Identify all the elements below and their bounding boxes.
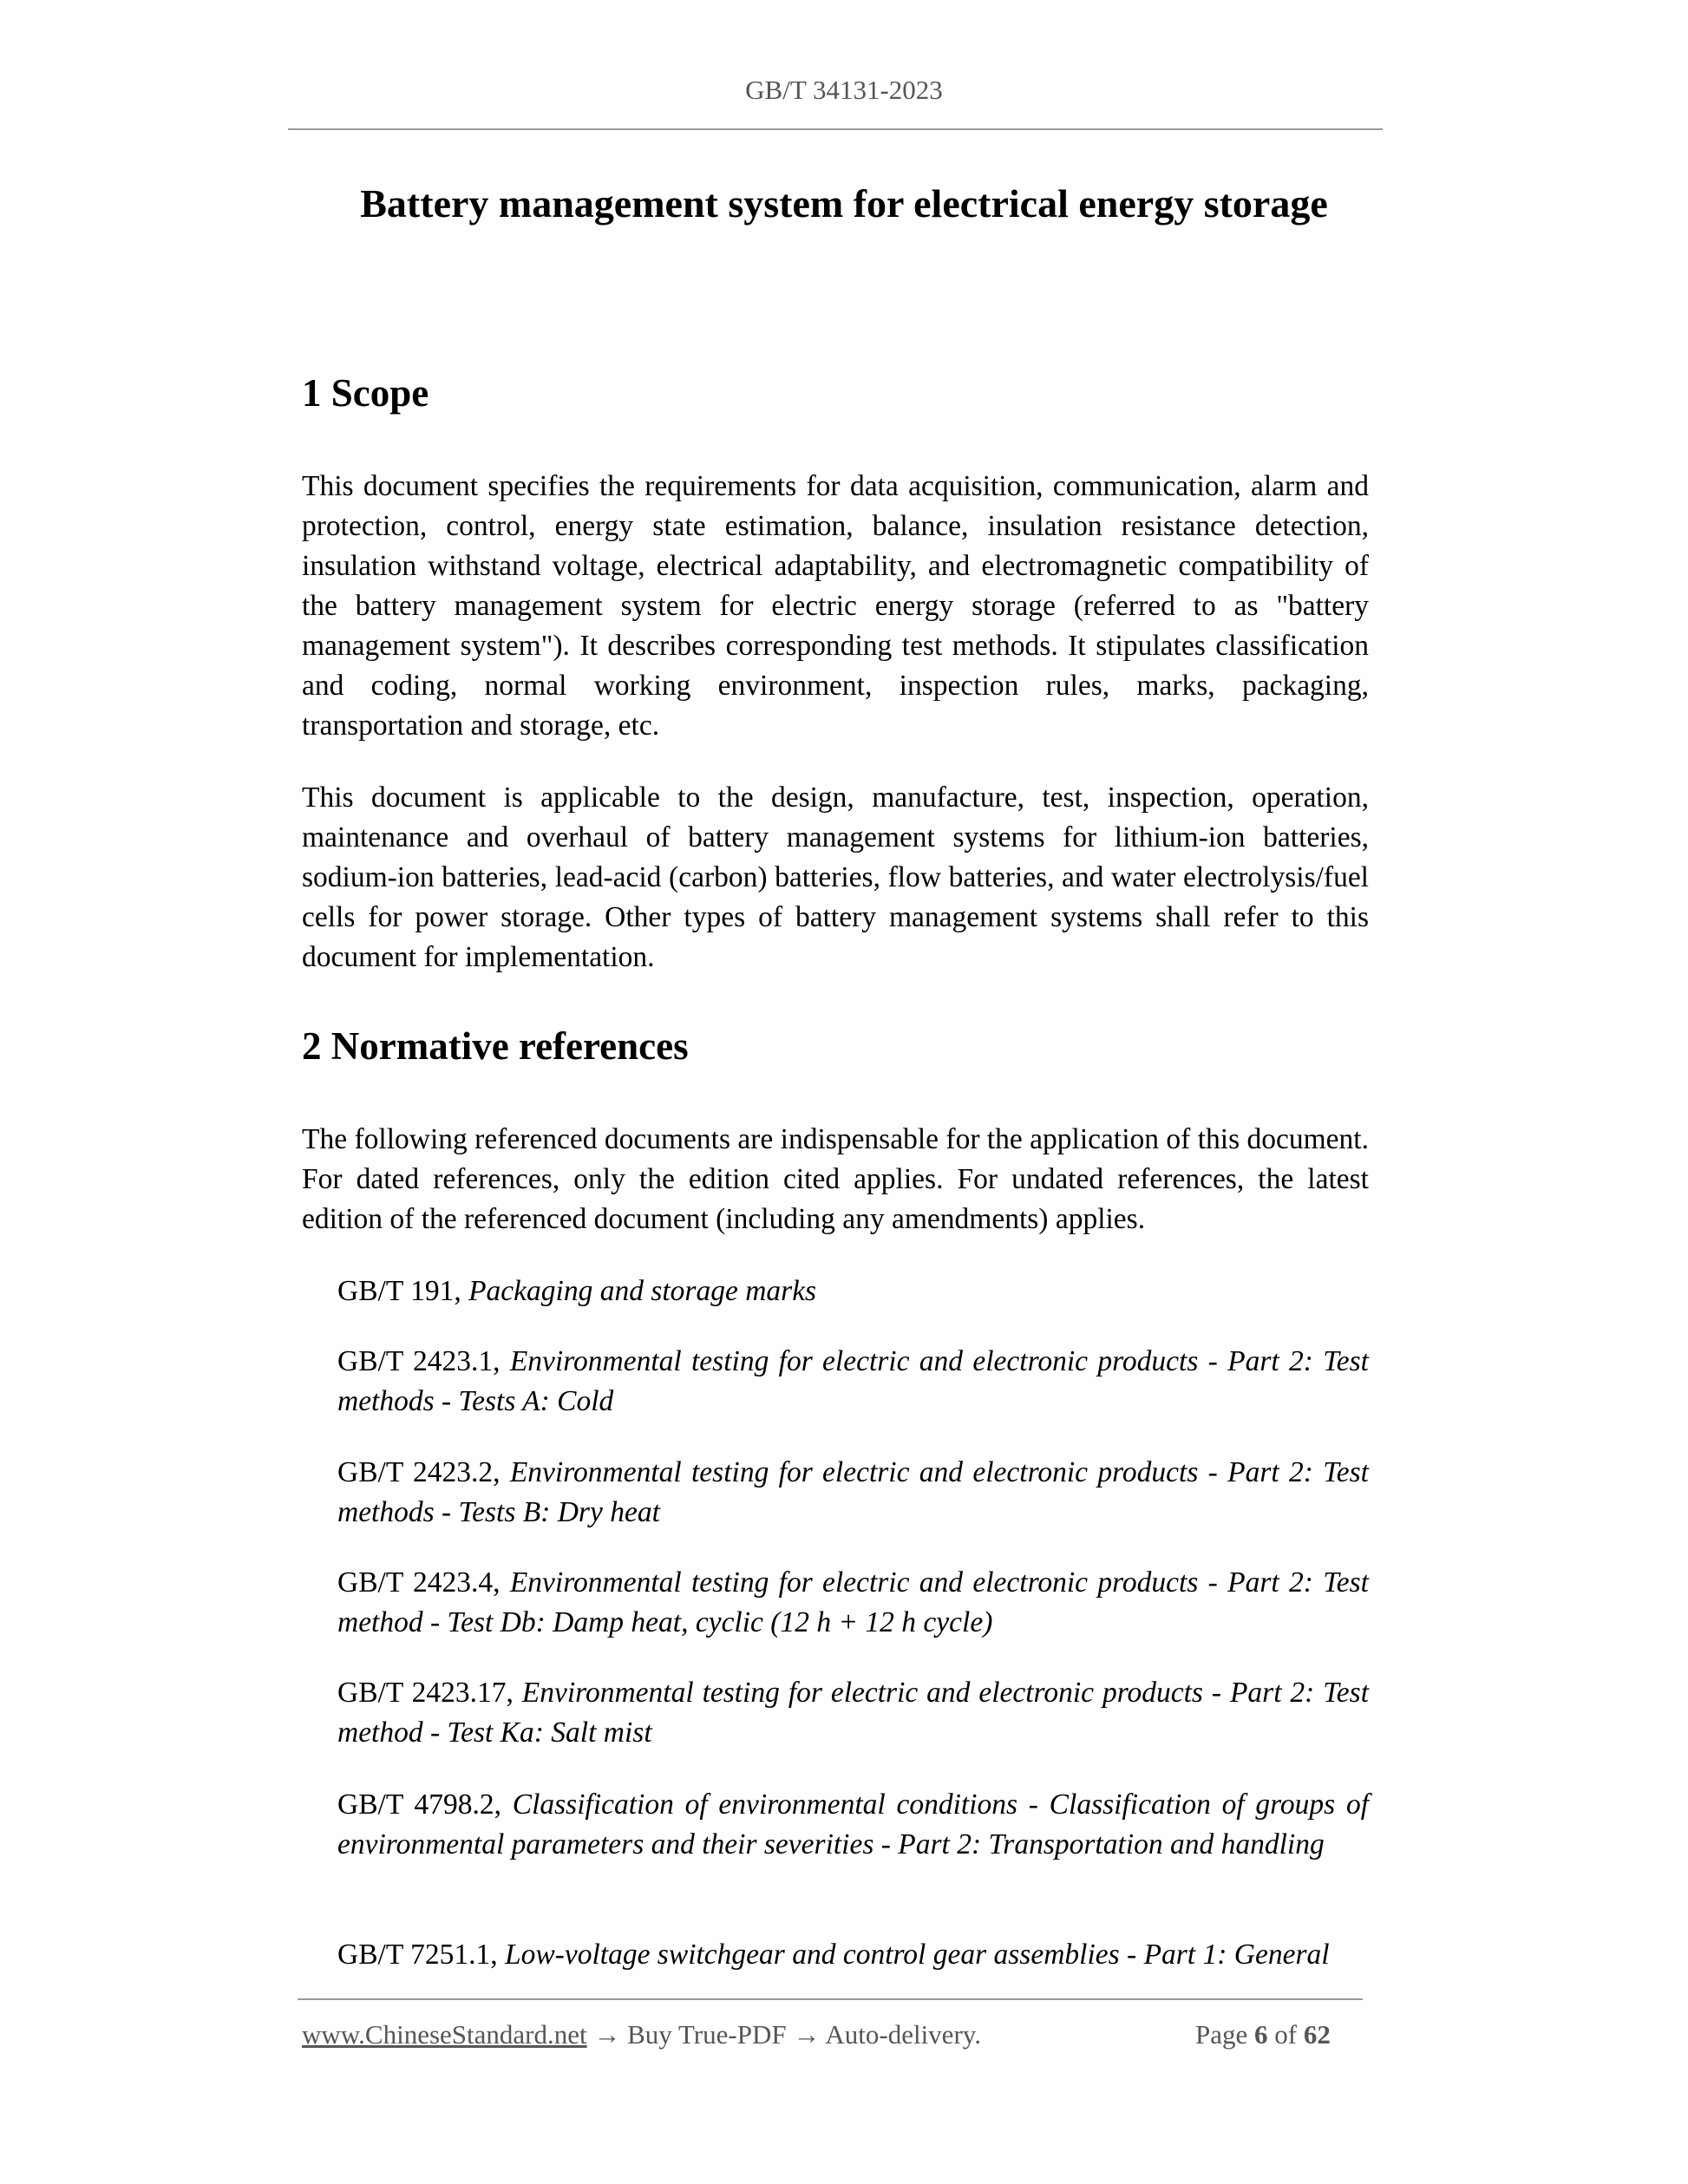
reference-item bbox=[337, 1935, 1369, 1975]
reference-code: GB/T 2423.4, bbox=[337, 1566, 501, 1599]
page-of-label: of bbox=[1274, 2019, 1298, 2050]
reference-item bbox=[337, 1272, 1369, 1311]
running-header: GB/T 34131-2023 bbox=[745, 75, 943, 105]
section-heading-scope: 1 Scope bbox=[302, 371, 429, 415]
page-label: Page bbox=[1195, 2019, 1248, 2050]
page-total: 62 bbox=[1303, 2019, 1331, 2050]
reference-title: Low-voltage switchgear and control gear assemblies - Part 1: General bbox=[504, 1939, 1330, 1971]
footer-promo-text: → Buy True-PDF → Auto-delivery. bbox=[586, 2019, 981, 2050]
website-link[interactable]: www.ChineseStandard.net bbox=[302, 2019, 587, 2050]
reference-title: Environmental testing for electric and electronic products - Part 2: Test methods - Tests A: Cold bbox=[337, 1345, 1369, 1417]
reference-item bbox=[337, 1673, 1369, 1753]
reference-code: GB/T 7251.1, bbox=[337, 1939, 498, 1971]
header-divider bbox=[288, 128, 1383, 130]
footer-left bbox=[302, 2019, 981, 2050]
footer-divider bbox=[298, 1998, 1363, 2000]
scope-paragraph-2: This document is applicable to the design, manufacture, test, inspection, operation, maintenance and overhaul of battery management systems for lithium-ion batteries, sodium-ion batteries, lead-acid (carbon) batteries, flow batteries, and water electrolysis/fuel cells for power storage. Other types of battery management systems shall refer to this document for implementation. bbox=[302, 781, 1369, 973]
reference-item bbox=[337, 1785, 1369, 1865]
document-title: Battery management system for electrical energy storage bbox=[360, 181, 1328, 226]
reference-title: Classification of environmental conditions - Classification of groups of environmental parameters and their severities - Part 2: Transportation and handling bbox=[337, 1788, 1370, 1860]
reference-code: GB/T 2423.2, bbox=[337, 1456, 501, 1488]
reference-title: Environmental testing for electric and electronic products - Part 2: Test method - Test Db: Damp heat, cyclic (12 h + 12 h cycle) bbox=[337, 1566, 1369, 1638]
page-indicator bbox=[1195, 2019, 1331, 2050]
normative-intro-paragraph: The following referenced documents are indispensable for the application of this document. For dated references, only the edition cited applies. For undated references, the latest edition of the referenced document (including any amendments) applies. bbox=[302, 1123, 1369, 1235]
reference-item bbox=[337, 1563, 1369, 1643]
reference-code: GB/T 2423.1, bbox=[337, 1345, 501, 1377]
reference-title: Packaging and storage marks bbox=[468, 1275, 817, 1307]
section-heading-normative-references: 2 Normative references bbox=[302, 1024, 689, 1068]
reference-code: GB/T 191, bbox=[337, 1275, 461, 1307]
page-current: 6 bbox=[1254, 2019, 1268, 2050]
scope-paragraph-1: This document specifies the requirements for data acquisition, communication, alarm and protection, control, energy state estimation, balance, insulation resistance detection, insulation withstand voltage, electrical adaptability, and electromagnetic compatibility of the battery management system for electric energy storage (referred to as "battery management system"). It describes corresponding test methods. It stipulates classification and coding, normal working environment, inspection rules, marks, packaging, transportation and storage, etc. bbox=[302, 470, 1369, 742]
reference-item bbox=[337, 1453, 1369, 1533]
reference-title: Environmental testing for electric and electronic products - Part 2: Test methods - Tests B: Dry heat bbox=[337, 1456, 1369, 1528]
reference-title: Environmental testing for electric and electronic products - Part 2: Test method - Test Ka: Salt mist bbox=[337, 1677, 1370, 1749]
reference-code: GB/T 2423.17, bbox=[337, 1677, 514, 1709]
reference-item bbox=[337, 1342, 1369, 1422]
reference-code: GB/T 4798.2, bbox=[337, 1788, 501, 1821]
